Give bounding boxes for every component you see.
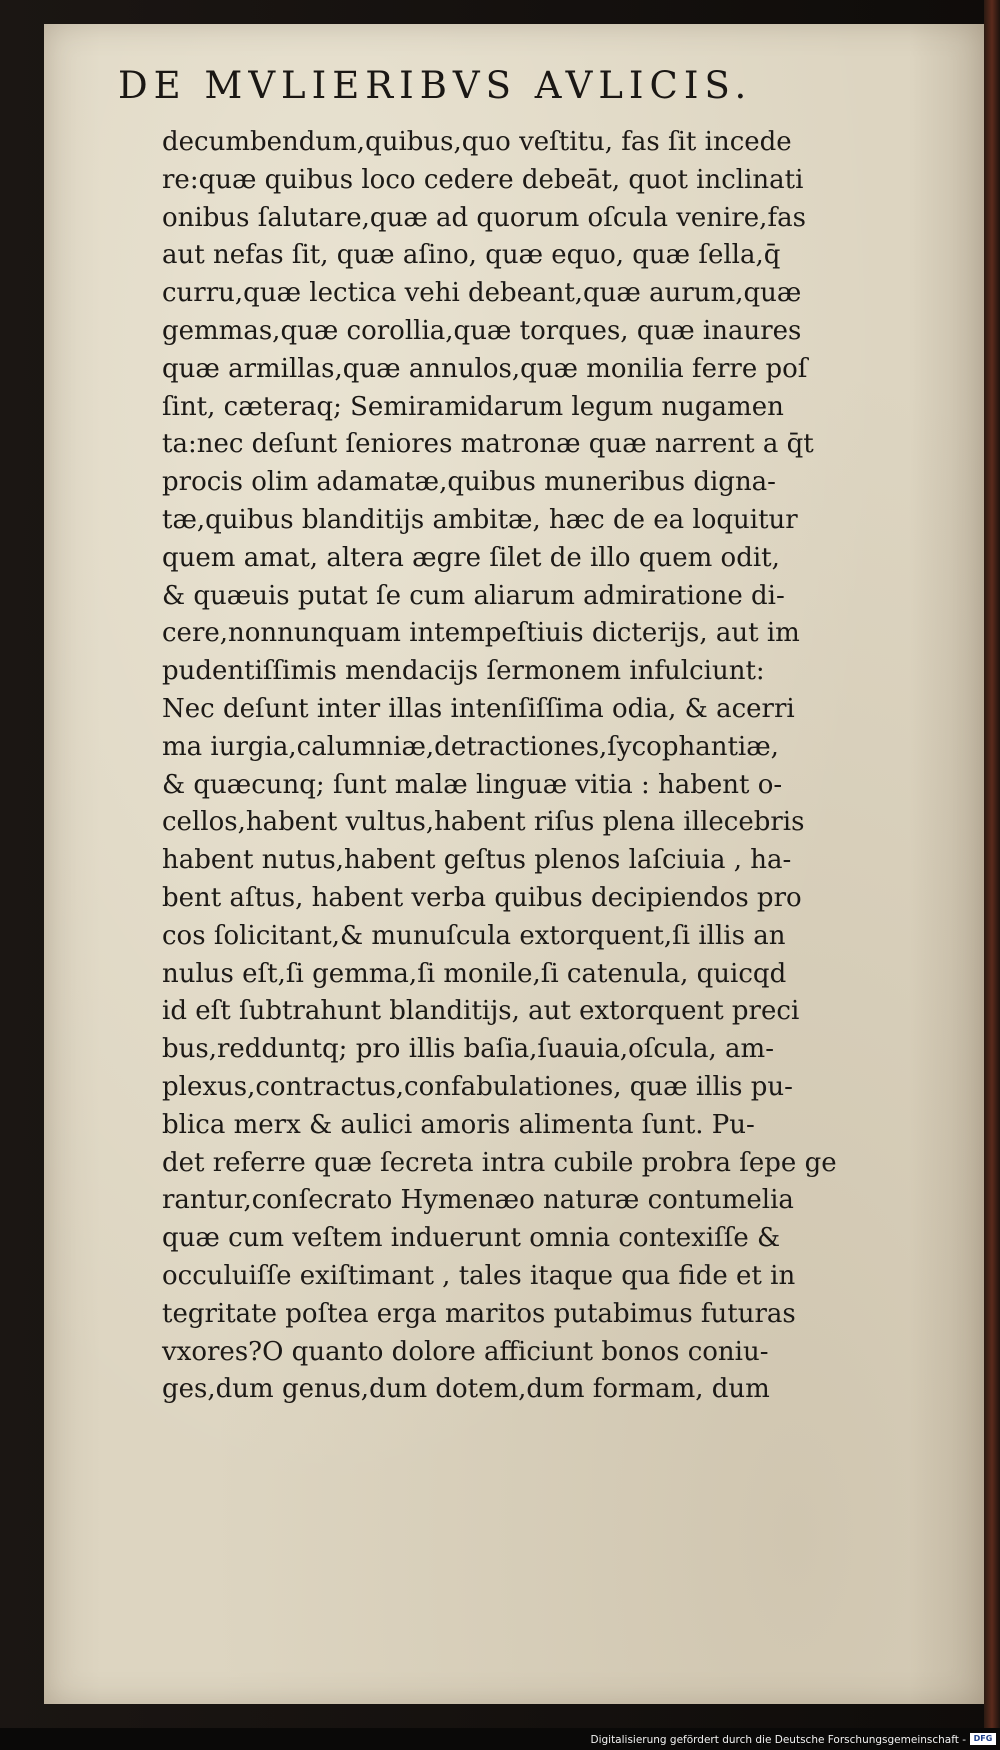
text-line: quæ cum veſtem induerunt omnia contexiſſe & <box>162 1223 781 1254</box>
text-line: ges,dum genus,dum dotem,dum formam, dum <box>162 1374 770 1405</box>
text-line: Nec deſunt inter illas intenſiſſima odia, & acerri <box>162 693 795 724</box>
text-line: re:quæ quibus loco cedere debeāt, quot inclinati <box>162 164 804 195</box>
text-line: cere,nonnunquam intempeſtiuis dicterijs, aut im <box>162 618 800 649</box>
text-line: procis olim adamatæ,quibus muneribus digna- <box>162 467 776 498</box>
text-line: occuluiſſe exiſtimant , tales itaque qua fide et in <box>162 1260 796 1291</box>
text-line: cos ſolicitant,& munuſcula extorquent,ſi illis an <box>162 920 786 951</box>
text-line: gemmas,quæ corollia,quæ torques, quæ inaures <box>162 315 802 346</box>
book-edge <box>984 0 1000 1750</box>
text-line: tæ,quibus blanditijs ambitæ, hæc de ea loquitur <box>162 504 798 535</box>
body-text <box>162 124 942 1409</box>
text-line: decumbendum,quibus,quo veſtitu, fas ſit incede <box>162 127 792 157</box>
dfg-logo: DFG <box>970 1733 996 1745</box>
text-line: bus,redduntq; pro illis baſia,ſuauia,oſcula, am- <box>162 1034 774 1065</box>
running-head: DE MVLIERIBVS AVLICIS. <box>118 64 753 107</box>
text-line: ma iurgia,calumniæ,detractiones,ſycophantiæ, <box>162 731 779 762</box>
text-line: ta:nec deſunt ſeniores matronæ quæ narrent a q̄t <box>162 429 814 460</box>
text-line: cellos,habent vultus,habent riſus plena illecebris <box>162 807 805 838</box>
text-line: tegritate poſtea erga maritos putabimus futuras <box>162 1298 796 1329</box>
text-line: vxores?O quanto dolore afficiunt bonos coniu- <box>162 1336 769 1367</box>
text-line: quem amat, altera ægre ſilet de illo quem odit, <box>162 542 780 573</box>
text-line: curru,quæ lectica vehi debeant,quæ aurum,quæ <box>162 278 802 309</box>
text-line: quæ armillas,quæ annulos,quæ monilia ferre poſ <box>162 353 808 384</box>
text-line: plexus,contractus,confabulationes, quæ illis pu- <box>162 1071 793 1102</box>
text-line: & quæuis putat ſe cum aliarum admiratione di- <box>162 580 785 611</box>
text-line: pudentiſſimis mendacijs ſermonem infulciunt: <box>162 656 765 687</box>
text-line: blica merx & aulici amoris alimenta ſunt. Pu- <box>162 1109 755 1140</box>
text-line: habent nutus,habent geſtus plenos laſciuia , ha- <box>162 845 792 876</box>
text-line: nulus eſt,ſi gemma,ſi monile,ſi catenula, quicqd <box>162 958 787 989</box>
funding-note: Digitalisierung gefördert durch die Deutsche Forschungsgemeinschaft - <box>590 1734 966 1746</box>
text-line: ſint, cæteraq; Semiramidarum legum nugamen <box>162 391 784 422</box>
text-line: & quæcunq; ſunt malæ linguæ vitia : habent o- <box>162 769 783 800</box>
text-line: aut nefas ſit, quæ aſino, quæ equo, quæ ſella,q̄ <box>162 240 781 271</box>
text-line: rantur,conſecrato Hymenæo naturæ contumelia <box>162 1185 794 1216</box>
text-line: id eſt ſubtrahunt blanditijs, aut extorquent preci <box>162 996 800 1027</box>
text-line: bent aſtus, habent verba quibus decipiendos pro <box>162 882 802 913</box>
text-line: onibus ſalutare,quæ ad quorum oſcula venire,fas <box>162 202 806 233</box>
text-line: det referre quæ ſecreta intra cubile probra ſepe ge <box>162 1147 837 1178</box>
